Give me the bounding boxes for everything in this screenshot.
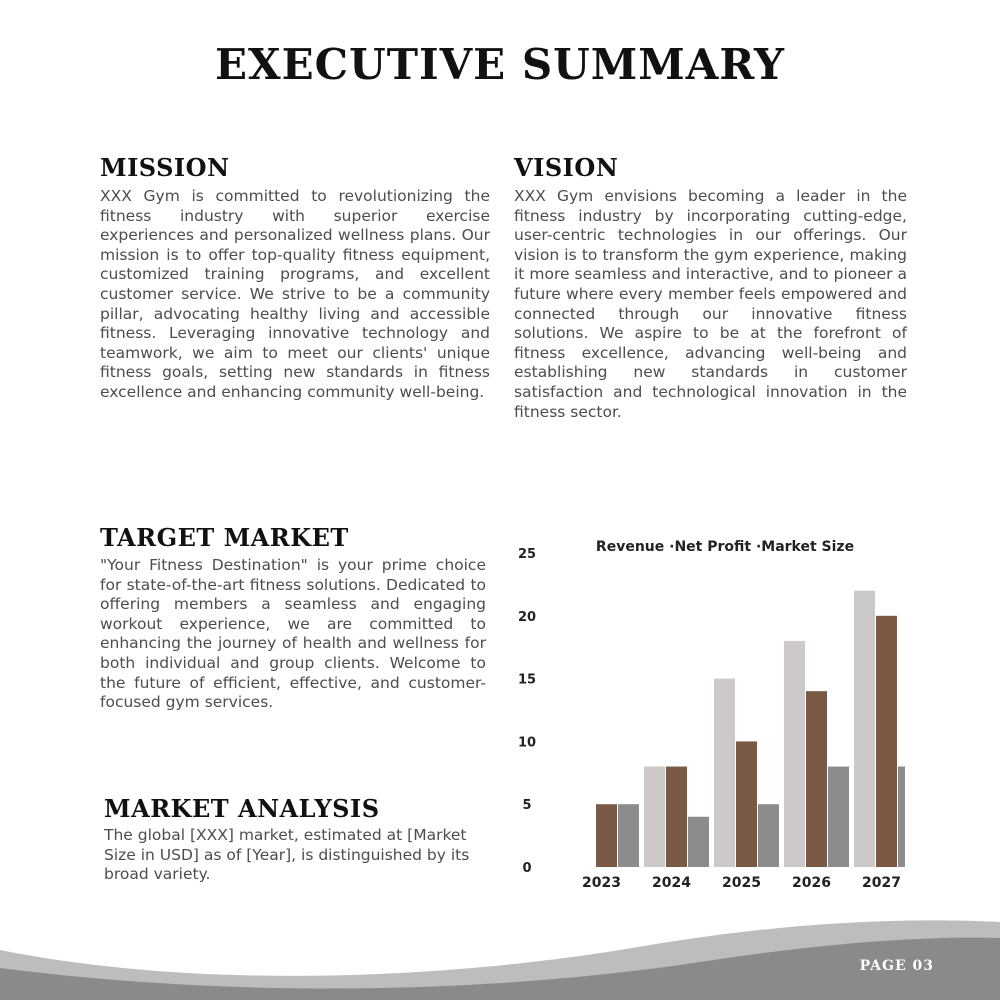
bar-net-profit bbox=[666, 767, 687, 867]
target-market-text: "Your Fitness Destination" is your prime choice for state-of-the-art fitness solutions. Dedicated to offering members a seamless and engaging workout experience, we are committed to enhancing the journey of health and wellness for both individual and group clients. Welcome to the future of efficient, effective, and customer-focused gym services. bbox=[100, 556, 486, 712]
vision-text: XXX Gym envisions becoming a leader in the fitness industry by incorporating cutting-edge, user-centric technologies in our offerings. Our vision is to transform the gym experience, making it more seamless and interactive, and to pioneer a future where every member feels empowered and connected through our innovative fitness solutions. We aspire to be at the forefront of fitness excellence, advancing well-being and establishing new standards in customer satisfaction and technological innovation in the fitness sector. bbox=[514, 187, 907, 421]
bar-revenue bbox=[644, 767, 665, 867]
y-tick-label: 15 bbox=[517, 672, 537, 688]
market-analysis-heading: MARKET ANALYSIS bbox=[104, 794, 380, 823]
bar-market-size bbox=[688, 817, 709, 867]
mission-text: XXX Gym is committed to revolutionizing the fitness industry with superior exercise experiences and personalized wellness plans. Our mission is to offer top-quality fitness equipment, customized training programs, and excellent customer service. We strive to be a community pillar, advocating healthy living and accessible fitness. Leveraging innovative technology and teamwork, we aim to meet our clients' unique fitness goals, setting new standards in fitness excellence and enhancing community well-being. bbox=[100, 187, 490, 401]
page-number: PAGE 03 bbox=[859, 958, 934, 974]
bar-revenue bbox=[714, 679, 735, 867]
x-tick-label: 2027 bbox=[862, 875, 901, 891]
x-tick-label: 2025 bbox=[722, 875, 761, 891]
vision-heading: VISION bbox=[514, 153, 619, 182]
footer-wave bbox=[0, 910, 1000, 1000]
page-title: EXECUTIVE SUMMARY bbox=[215, 40, 785, 89]
bar-net-profit bbox=[806, 691, 827, 867]
y-tick-label: 5 bbox=[522, 798, 532, 814]
financial-bar-chart bbox=[505, 530, 905, 900]
chart-legend bbox=[596, 539, 854, 555]
target-market-heading: TARGET MARKET bbox=[100, 523, 349, 552]
x-tick-label: 2023 bbox=[582, 875, 621, 891]
legend-entry: Revenue bbox=[595, 539, 665, 555]
bar-net-profit bbox=[596, 804, 617, 867]
market-analysis-text: The global [XXX] market, estimated at [Market Size in USD] as of [Year], is distinguished by its broad variety. bbox=[104, 826, 470, 884]
y-tick-label: 20 bbox=[517, 609, 537, 625]
bar-market-size bbox=[828, 767, 849, 867]
bar-market-size bbox=[758, 804, 779, 867]
bar-net-profit bbox=[736, 741, 757, 867]
legend-entry: ·Net Profit bbox=[664, 539, 752, 555]
y-tick-label: 10 bbox=[517, 735, 537, 751]
bar-revenue bbox=[854, 591, 875, 867]
bar-market-size bbox=[618, 804, 639, 867]
bar-revenue bbox=[784, 641, 805, 867]
legend-entry: ·Market Size bbox=[751, 539, 855, 555]
y-tick-label: 0 bbox=[522, 861, 532, 876]
bar-net-profit bbox=[876, 616, 897, 867]
y-tick-label: 25 bbox=[517, 547, 537, 562]
x-tick-label: 2024 bbox=[652, 875, 691, 891]
x-tick-label: 2026 bbox=[792, 875, 831, 891]
bar-market-size bbox=[898, 767, 905, 867]
mission-heading: MISSION bbox=[100, 153, 230, 182]
